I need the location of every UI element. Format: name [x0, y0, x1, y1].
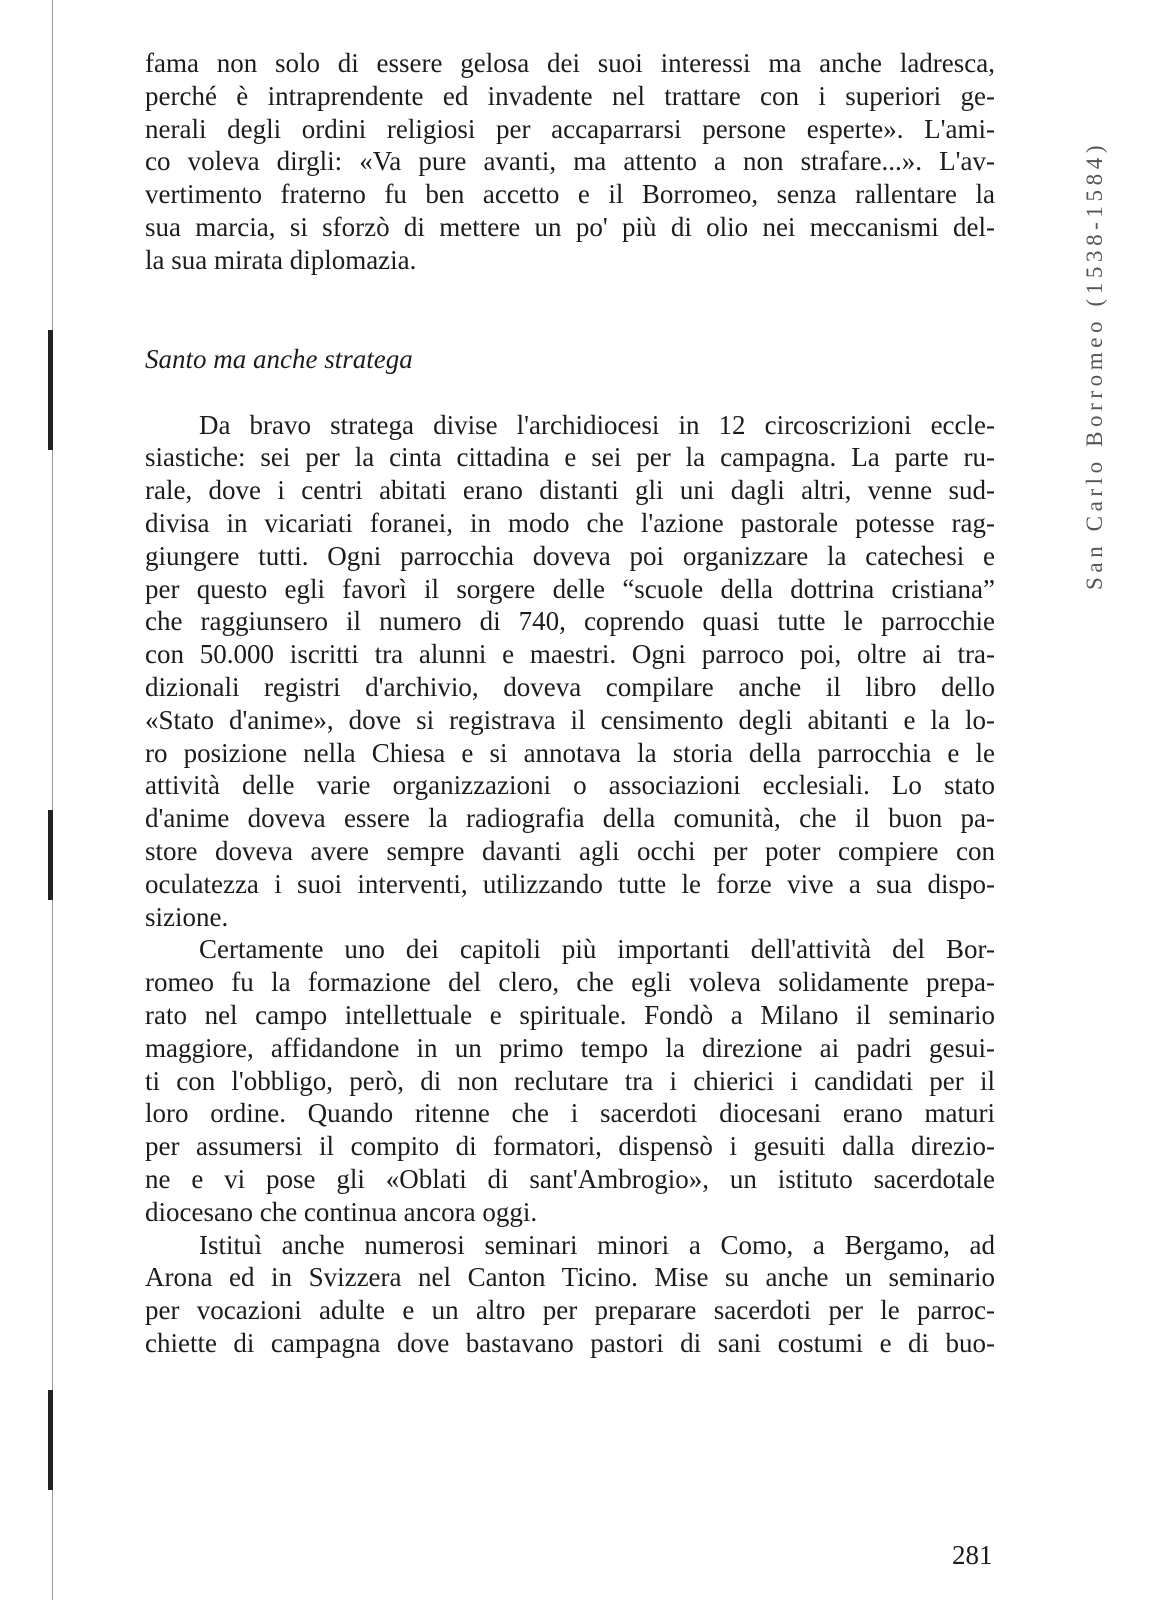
text-line: «Stato d'anime», dove si registrava il censimento degli abitanti e la lo-	[145, 704, 995, 735]
text-line: perché è intraprendente ed invadente nel trattare con i superiori ge-	[145, 80, 995, 111]
text-line: Istituì anche numerosi seminari minori a Como, a Bergamo, ad	[199, 1229, 995, 1260]
text-line: chiette di campagna dove bastavano pastori di sani costumi e di buo-	[145, 1327, 995, 1358]
page-body	[145, 47, 995, 1360]
text-line: Certamente uno dei capitoli più importanti dell'attività del Bor-	[199, 934, 995, 965]
text-line: store doveva avere sempre davanti agli occhi per poter compiere con	[145, 835, 995, 866]
text-line: divisa in vicariati foranei, in modo che l'azione pastorale potesse rag-	[145, 507, 995, 538]
text-line: nerali degli ordini religiosi per accaparrarsi persone esperte». L'ami-	[145, 113, 995, 144]
text-line: per assumersi il compito di formatori, dispensò i gesuiti dalla direzio-	[145, 1131, 995, 1162]
text-line: ro posizione nella Chiesa e si annotava la storia della parrocchia e le	[145, 737, 995, 768]
text-line: d'anime doveva essere la radiografia della comunità, che il buon pa-	[145, 803, 995, 834]
paragraph	[145, 1229, 995, 1360]
text-line: che raggiunsero il numero di 740, coprendo quasi tutte le parrocchie	[145, 606, 995, 637]
text-line: con 50.000 iscritti tra alunni e maestri. Ogni parroco poi, oltre ai tra-	[145, 639, 995, 670]
text-line: diocesano che continua ancora oggi.	[145, 1196, 538, 1227]
binding-mark	[48, 810, 53, 900]
text-line: rato nel campo intellettuale e spirituale. Fondò a Milano il seminario	[145, 999, 995, 1030]
text-line: co voleva dirgli: «Va pure avanti, ma attento a non strafare...». L'av-	[145, 146, 995, 177]
text-line: oculatezza i suoi interventi, utilizzando tutte le forze vive a sua dispo-	[145, 868, 995, 899]
text-line: sua marcia, si sforzò di mettere un po' più di olio nei meccanismi del-	[145, 211, 995, 242]
running-head-text: San Carlo Borromeo (1538-1584)	[1082, 140, 1107, 590]
text-line: vertimento fraterno fu ben accetto e il Borromeo, senza rallentare la	[145, 179, 995, 210]
paragraph	[145, 933, 995, 1228]
intro-paragraph	[145, 47, 995, 277]
section-heading: Santo ma anche stratega	[145, 343, 413, 374]
text-line: romeo fu la formazione del clero, che egli voleva solidamente prepa-	[145, 967, 995, 998]
text-line: per vocazioni adulte e un altro per preparare sacerdoti per le parroc-	[145, 1295, 995, 1326]
paragraph	[145, 409, 995, 934]
section-spacer	[145, 375, 995, 409]
text-line: attività delle varie organizzazioni o associazioni ecclesiali. Lo stato	[145, 770, 995, 801]
text-line: per questo egli favorì il sorgere delle “scuole della dottrina cristiana”	[145, 573, 995, 604]
text-line: sizione.	[145, 901, 229, 932]
section-spacer	[145, 277, 995, 343]
running-head	[1060, 30, 1107, 590]
body-paragraphs	[145, 409, 995, 1360]
text-line: dizionali registri d'archivio, doveva compilare anche il libro dello	[145, 671, 995, 702]
text-line: loro ordine. Quando ritenne che i sacerdoti diocesani erano maturi	[145, 1098, 995, 1129]
text-line: giungere tutti. Ogni parrocchia doveva poi organizzare la catechesi e	[145, 540, 995, 571]
text-line: siastiche: sei per la cinta cittadina e sei per la campagna. La parte ru-	[145, 442, 995, 473]
text-line: ti con l'obbligo, però, di non reclutare tra i chierici i candidati per il	[145, 1065, 995, 1096]
text-line: maggiore, affidandone in un primo tempo la direzione ai padri gesui-	[145, 1032, 995, 1063]
text-line: rale, dove i centri abitati erano distanti gli uni dagli altri, venne sud-	[145, 475, 995, 506]
binding-mark	[48, 330, 53, 450]
page-binding-edge	[52, 0, 53, 1600]
text-line: ne e vi pose gli «Oblati di sant'Ambrogio», un istituto sacerdotale	[145, 1163, 995, 1194]
text-line: fama non solo di essere gelosa dei suoi interessi ma anche ladresca,	[145, 48, 995, 78]
text-line: Arona ed in Svizzera nel Canton Ticino. Mise su anche un seminario	[145, 1262, 995, 1293]
page-number: 281	[952, 1540, 993, 1570]
text-line: Da bravo stratega divise l'archidiocesi in 12 circoscrizioni eccle-	[199, 409, 995, 440]
binding-mark	[48, 1390, 53, 1490]
text-line: la sua mirata diplomazia.	[145, 244, 417, 275]
